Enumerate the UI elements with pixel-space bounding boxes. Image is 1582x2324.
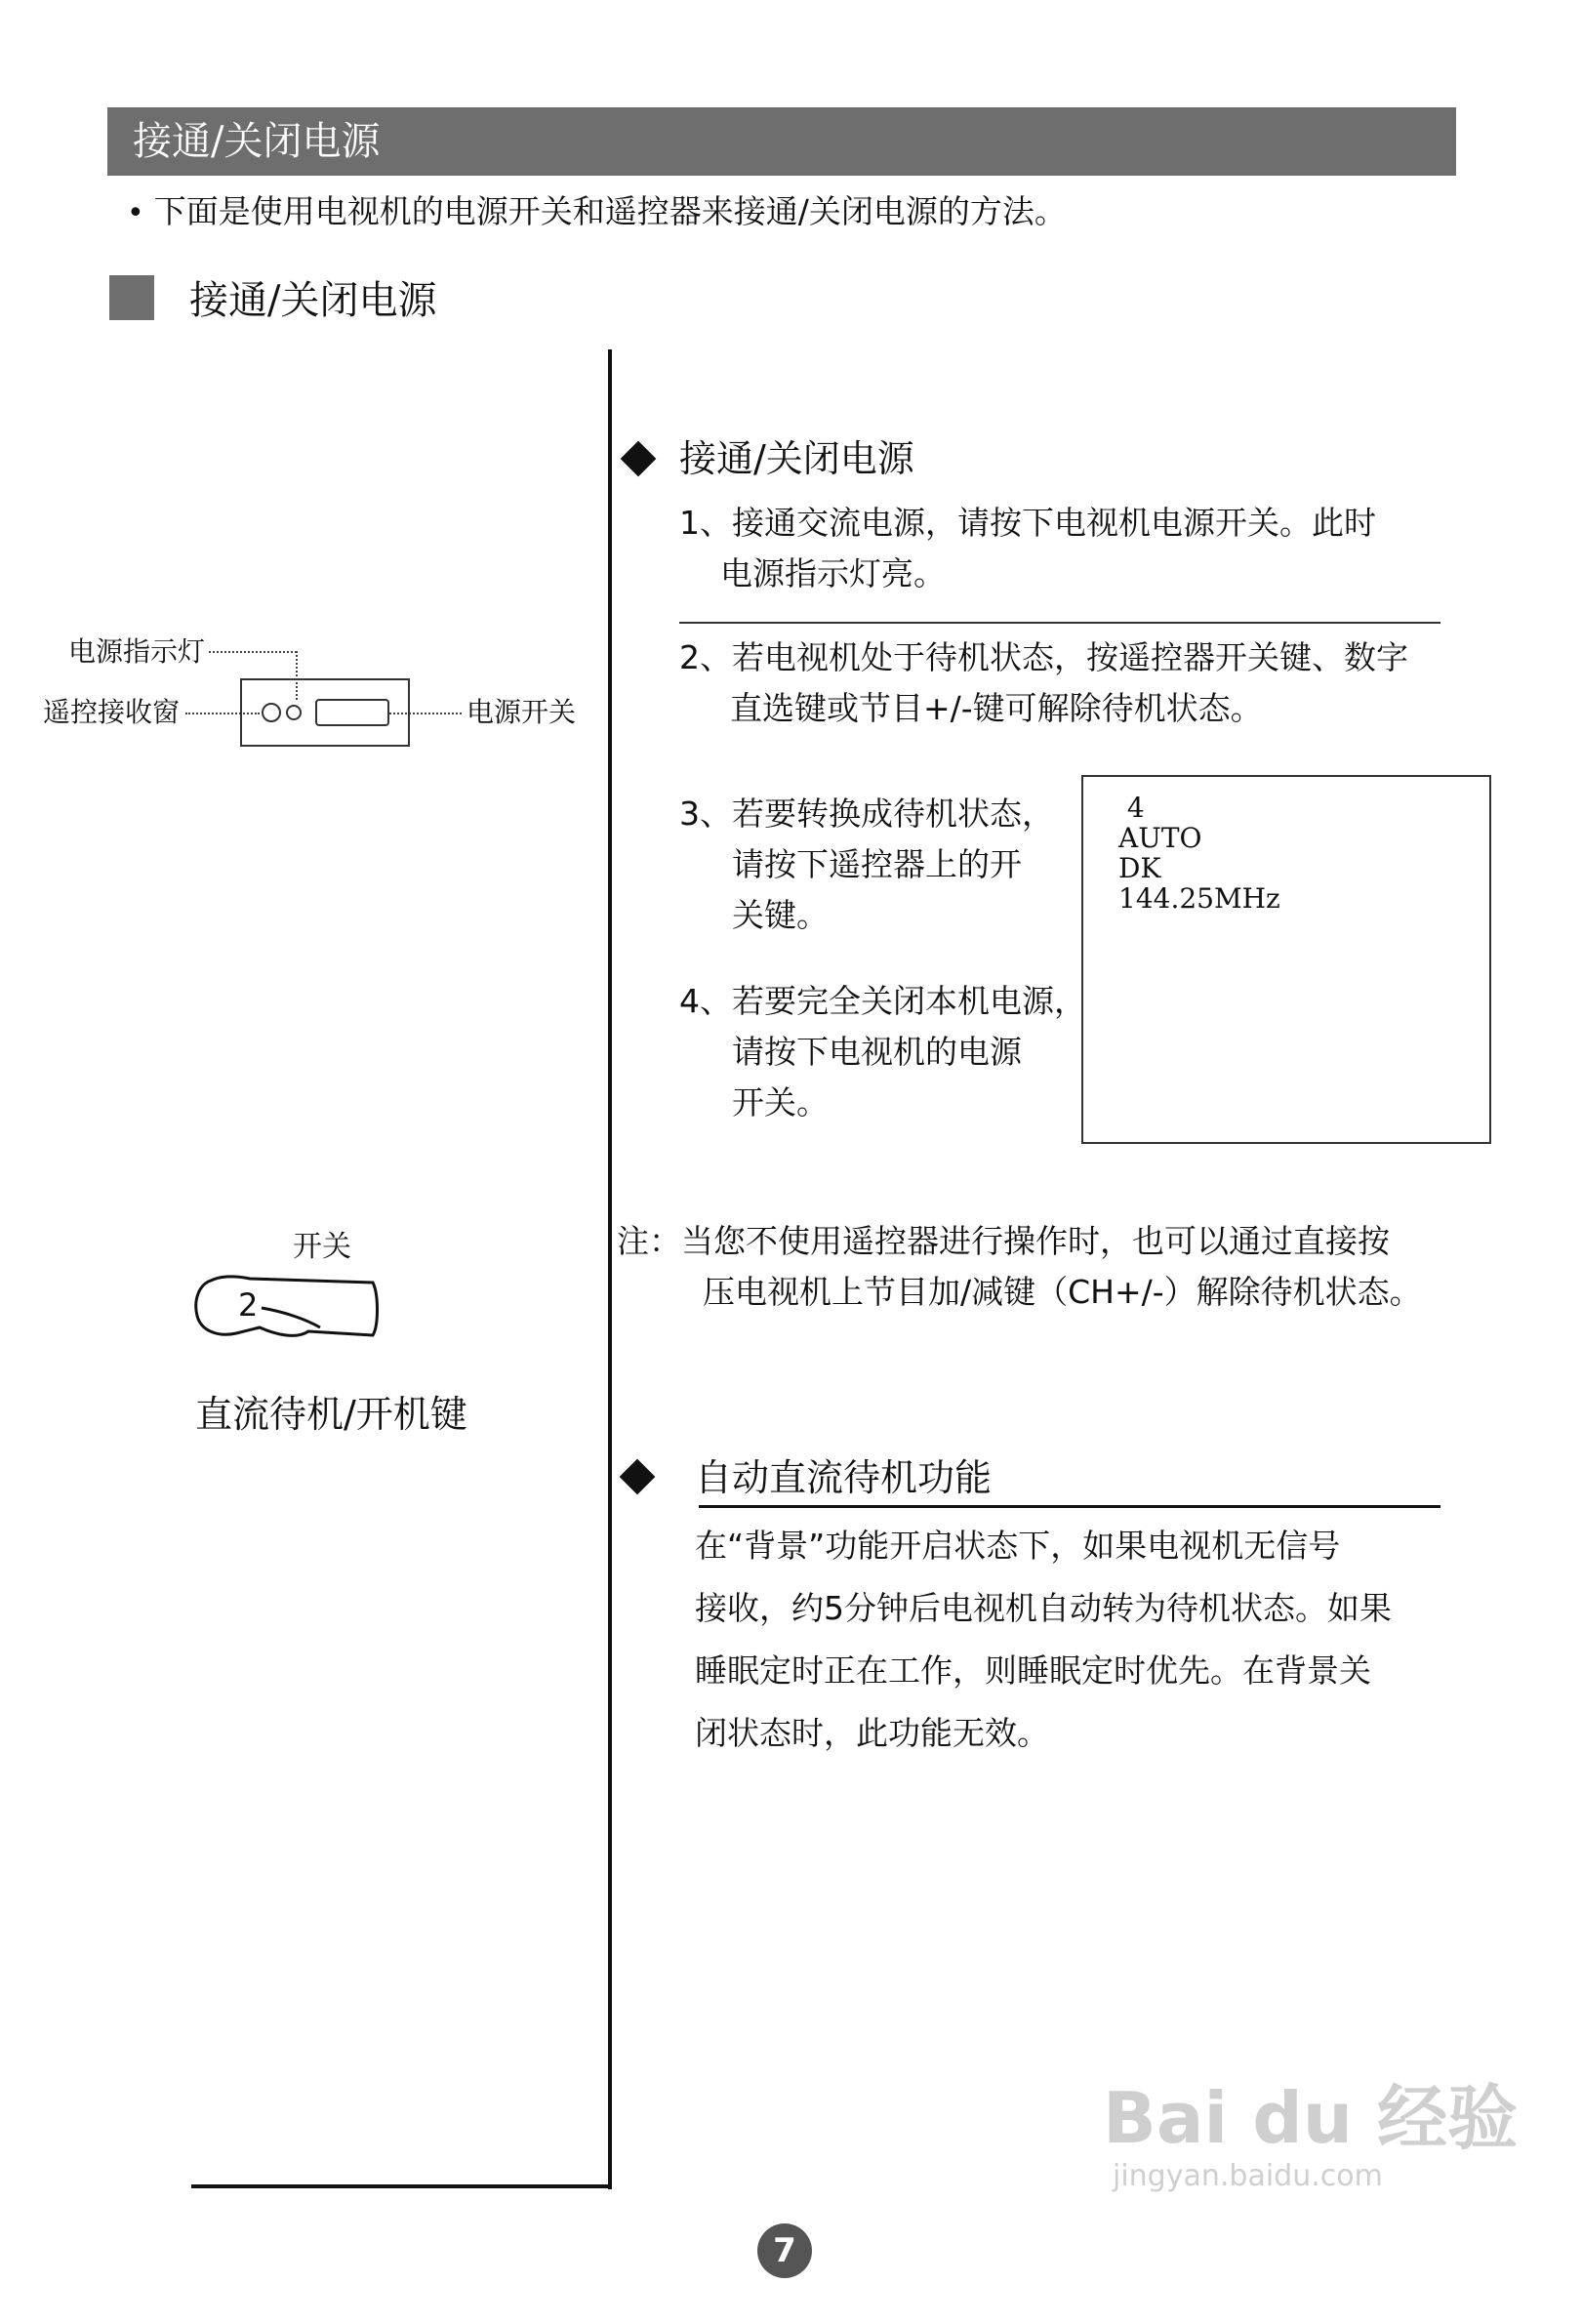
watermark-url: jingyan.baidu.com xyxy=(1113,2159,1383,2193)
indicator-label: 电源指示灯 xyxy=(68,635,206,668)
step4-line1: 4、若要完全关闭本机电源， xyxy=(679,982,1086,1020)
screen-channel: 4 xyxy=(1118,792,1145,824)
screen-frequency: 144.25MHz xyxy=(1118,882,1280,915)
step4-line2: 请按下电视机的电源 xyxy=(732,1033,1022,1071)
receiver-window-icon xyxy=(262,703,281,722)
page-header-bar xyxy=(107,107,1456,176)
screen-mode: AUTO xyxy=(1118,822,1202,854)
power-switch-label: 电源开关 xyxy=(466,696,577,728)
page-header-title: 接通/关闭电源 xyxy=(133,119,381,164)
step2-line1: 2、若电视机处于待机状态，按遥控器开关键、数字 xyxy=(679,638,1408,676)
diamond-icon xyxy=(621,441,657,477)
step4-line3: 开关。 xyxy=(732,1083,829,1121)
note-line1: 注：当您不使用遥控器进行操作时，也可以通过直接按 xyxy=(617,1222,1390,1260)
bullet-icon: • xyxy=(127,196,144,230)
indicator-light-icon xyxy=(286,705,302,720)
step3-line3: 关键。 xyxy=(732,896,829,934)
page-number: 7 xyxy=(757,2223,812,2278)
intro-line xyxy=(127,187,1067,238)
diamond-icon xyxy=(620,1459,656,1495)
auto-standby-line2: 接收，约5分钟后电视机自动转为待机状态。如果 xyxy=(695,1589,1392,1627)
pointing-hand-icon xyxy=(196,1277,378,1336)
step1-line2: 电源指示灯亮。 xyxy=(720,554,946,592)
auto-standby-heading: 自动直流待机功能 xyxy=(695,1456,993,1499)
step1-line1: 1、接通交流电源，请按下电视机电源开关。此时 xyxy=(679,504,1376,542)
bottom-rule xyxy=(191,2184,612,2188)
auto-standby-underline xyxy=(699,1505,1440,1508)
remote-key-caption: 直流待机/开机键 xyxy=(195,1393,467,1436)
step2-line2: 直选键或节目+/-键可解除待机状态。 xyxy=(730,689,1263,727)
note-line2: 压电视机上节目加/减键（CH+/-）解除待机状态。 xyxy=(703,1273,1422,1311)
remote-switch-label: 开关 xyxy=(293,1230,351,1264)
steps-heading: 接通/关闭电源 xyxy=(679,437,914,480)
section-square-icon xyxy=(109,275,154,320)
indicator-leader-line xyxy=(209,651,297,653)
column-divider xyxy=(608,349,612,2189)
step3-line2: 请按下遥控器上的开 xyxy=(732,845,1022,883)
remote-key-illustration xyxy=(191,1271,386,1343)
receiver-label: 遥控接收窗 xyxy=(43,696,181,728)
power-switch-icon xyxy=(315,699,389,726)
watermark-brand: Bai du 经验 xyxy=(1103,2077,1519,2159)
intro-text: 下面是使用电视机的电源开关和遥控器来接通/关闭电源的方法。 xyxy=(153,192,1067,230)
remote-key-number: 2 xyxy=(238,1286,259,1324)
auto-standby-line3: 睡眠定时正在工作，则睡眠定时优先。在背景关 xyxy=(695,1651,1371,1690)
section-title: 接通/关闭电源 xyxy=(189,278,437,323)
step-separator xyxy=(679,622,1440,624)
step3-line1: 3、若要转换成待机状态， xyxy=(679,795,1054,833)
baidu-watermark xyxy=(1103,2079,1518,2196)
screen-system: DK xyxy=(1118,852,1161,884)
auto-standby-line4: 闭状态时，此功能无效。 xyxy=(695,1714,1049,1752)
auto-standby-line1: 在“背景”功能开启状态下，如果电视机无信号 xyxy=(695,1527,1341,1565)
